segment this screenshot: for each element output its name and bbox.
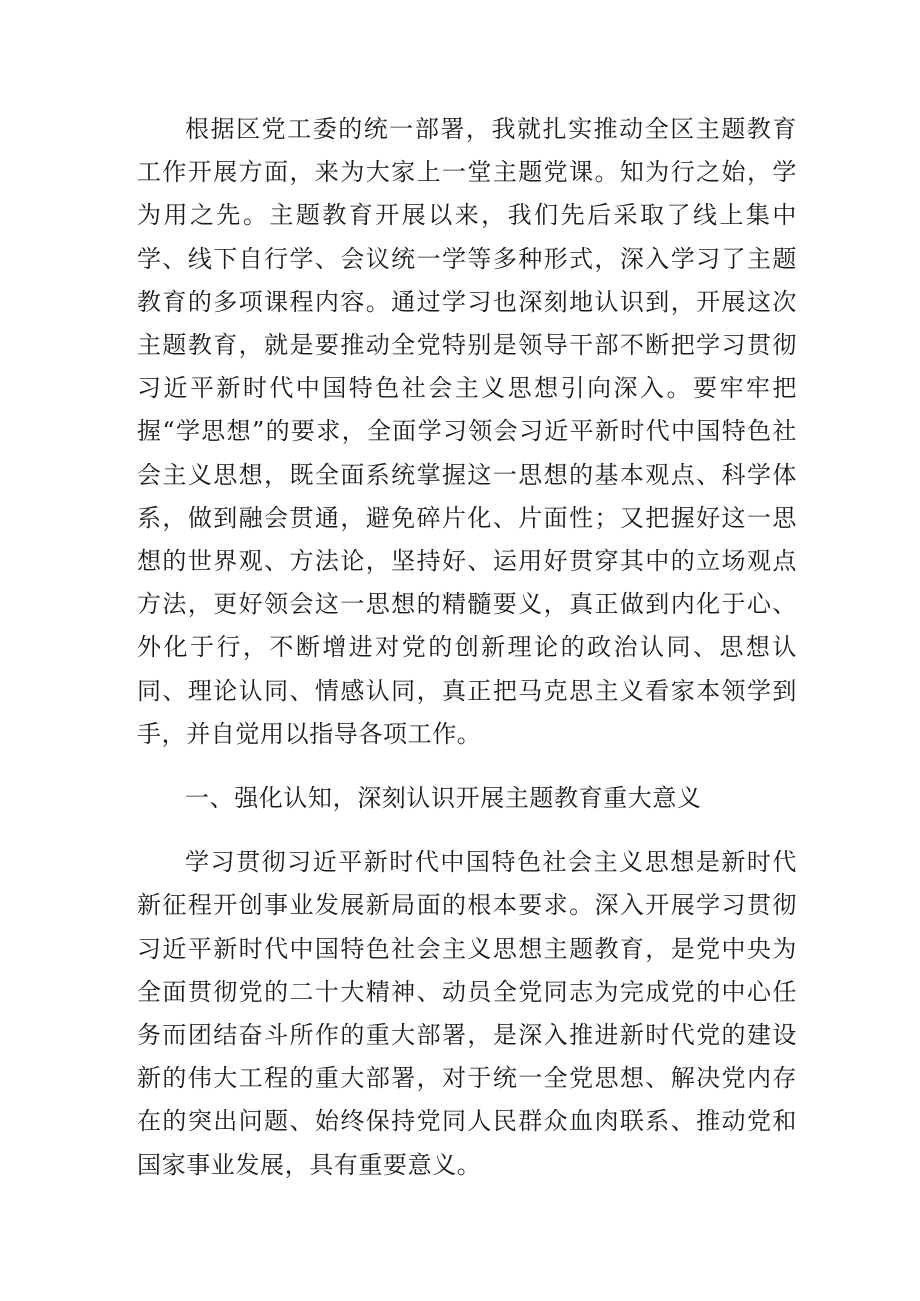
section-paragraph: 学习贯彻习近平新时代中国特色社会主义思想是新时代新征程开创事业发展新局面的根本要求。深入开展学习贯彻习近平新时代中国特色社会主义思想主题教育，是党中央为全面贯彻党的二十大精神、动员全党同志为完成党的中心任务而团结奋斗所作的重大部署，是深入推进新时代党的建设新的伟大工程的重大部署，对于统一全党思想、解决党内存在的突出问题、始终保持党同人民群众血肉联系、推动党和国家事业发展，具有重要意义。 <box>137 848 797 1179</box>
section-heading: 一、强化认知，深刻认识开展主题教育重大意义 <box>185 784 702 813</box>
document-body <box>137 108 797 1187</box>
intro-paragraph: 根据区党工委的统一部署，我就扎实推动全区主题教育工作开展方面，来为大家上一堂主题党课。知为行之始，学为用之先。主题教育开展以来，我们先后采取了线上集中学、线下自行学、会议统一学等多种形式，深入学习了主题教育的多项课程内容。通过学习也深刻地认识到，开展这次主题教育，就是要推动全党特别是领导干部不断把学习贯彻习近平新时代中国特色社会主义思想引向深入。要牢牢把握“学思想”的要求，全面学习领会习近平新时代中国特色社会主义思想，既全面系统掌握这一思想的基本观点、科学体系，做到融会贯通，避免碎片化、片面性；又把握好这一思想的世界观、方法论，坚持好、运用好贯穿其中的立场观点方法，更好领会这一思想的精髓要义，真正做到内化于心、外化于行，不断增进对党的创新理论的政治认同、思想认同、理论认同、情感认同，真正把马克思主义看家本领学到手，并自觉用以指导各项工作。 <box>137 115 797 748</box>
